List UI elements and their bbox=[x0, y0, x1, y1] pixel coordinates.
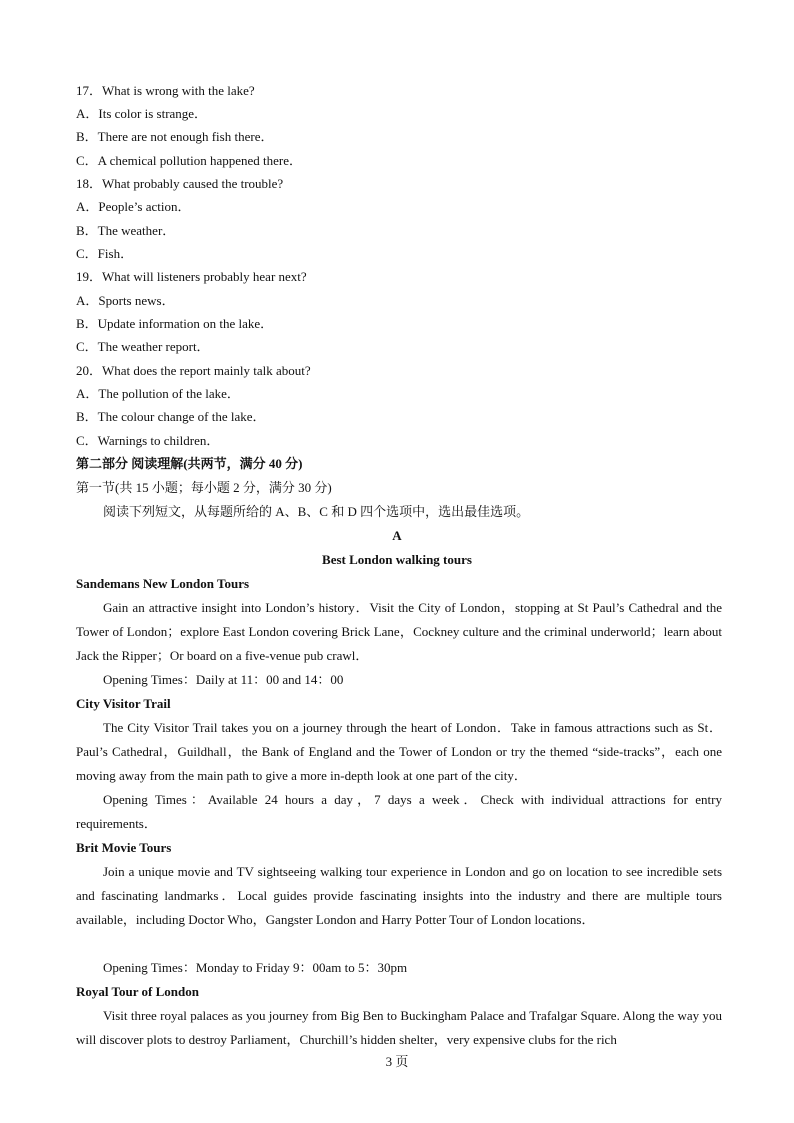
section-subheading: 第一节(共 15 小题；每小题 2 分，满分 30 分) bbox=[76, 480, 332, 495]
option-19-a: A．Sports news． bbox=[76, 293, 175, 308]
passage-title: Best London walking tours bbox=[322, 552, 472, 567]
tour-description: The City Visitor Trail takes you on a journey through the heart of London．Take in famous attractions such as St．Paul’s Cathedral，Guildhall，the Bank of England and the Tower of London or try the themed “side-tracks”，each one moving away from the main path to give a more in-depth look at one part of the city． bbox=[76, 720, 722, 783]
tour-name: City Visitor Trail bbox=[76, 696, 171, 711]
tour-description: Visit three royal palaces as you journey from Big Ben to Buckingham Palace and Trafalgar Square. Along the way you will discover plots to destroy Parliament，Churchill’s hidden shelter，very expensive clubs for the rich bbox=[76, 1008, 722, 1047]
option-17-a: A．Its color is strange． bbox=[76, 106, 208, 121]
question-20: 20．What does the report mainly talk about? bbox=[76, 363, 311, 378]
question-18: 18．What probably caused the trouble? bbox=[76, 176, 284, 191]
tour-name: Brit Movie Tours bbox=[76, 840, 172, 855]
tour-description: Join a unique movie and TV sightseeing walking tour experience in London and go on location to see incredible sets and fascinating landmarks．Local guides provide fascinating insights into the industry and there are multiple tours available，including Doctor Who，Gangster London and Harry Potter Tour of London locations． bbox=[76, 864, 722, 927]
option-20-b: B．The colour change of the lake． bbox=[76, 409, 266, 424]
section-instruction: 阅读下列短文，从每题所给的 A、B、C 和 D 四个选项中，选出最佳选项。 bbox=[103, 504, 530, 519]
option-18-c: C．Fish． bbox=[76, 246, 134, 261]
option-20-c: C．Warnings to children． bbox=[76, 433, 220, 448]
question-19: 19．What will listeners probably hear next? bbox=[76, 269, 307, 284]
tour-description: Gain an attractive insight into London’s history．Visit the City of London，stopping at St Paul’s Cathedral and the Tower of London；explore East London covering Brick Lane，Cockney culture and the criminal underworld；learn about Jack the Ripper；Or board on a five-venue pub crawl． bbox=[76, 600, 722, 663]
tour-opening-times: Opening Times：Available 24 hours a day，7 days a week．Check with individual attractions for entry requirements． bbox=[76, 792, 722, 831]
option-17-b: B．There are not enough fish there． bbox=[76, 129, 274, 144]
question-17: 17．What is wrong with the lake? bbox=[76, 83, 255, 98]
page-number: 3 页 bbox=[385, 1054, 409, 1069]
tour-name: Royal Tour of London bbox=[76, 984, 199, 999]
option-20-a: A．The pollution of the lake． bbox=[76, 386, 240, 401]
option-18-a: A．People’s action． bbox=[76, 199, 191, 214]
option-19-c: C．The weather report． bbox=[76, 339, 210, 354]
option-19-b: B．Update information on the lake． bbox=[76, 316, 274, 331]
tour-opening-times: Opening Times：Daily at 11：00 and 14：00 bbox=[103, 672, 344, 687]
section-heading: 第二部分 阅读理解(共两节，满分 40 分) bbox=[76, 456, 303, 471]
option-17-c: C．A chemical pollution happened there． bbox=[76, 153, 302, 168]
tour-opening-times: Opening Times：Monday to Friday 9：00am to 5：30pm bbox=[103, 960, 408, 975]
option-18-b: B．The weather． bbox=[76, 223, 176, 238]
tour-name: Sandemans New London Tours bbox=[76, 576, 250, 591]
passage-letter: A bbox=[392, 528, 402, 543]
